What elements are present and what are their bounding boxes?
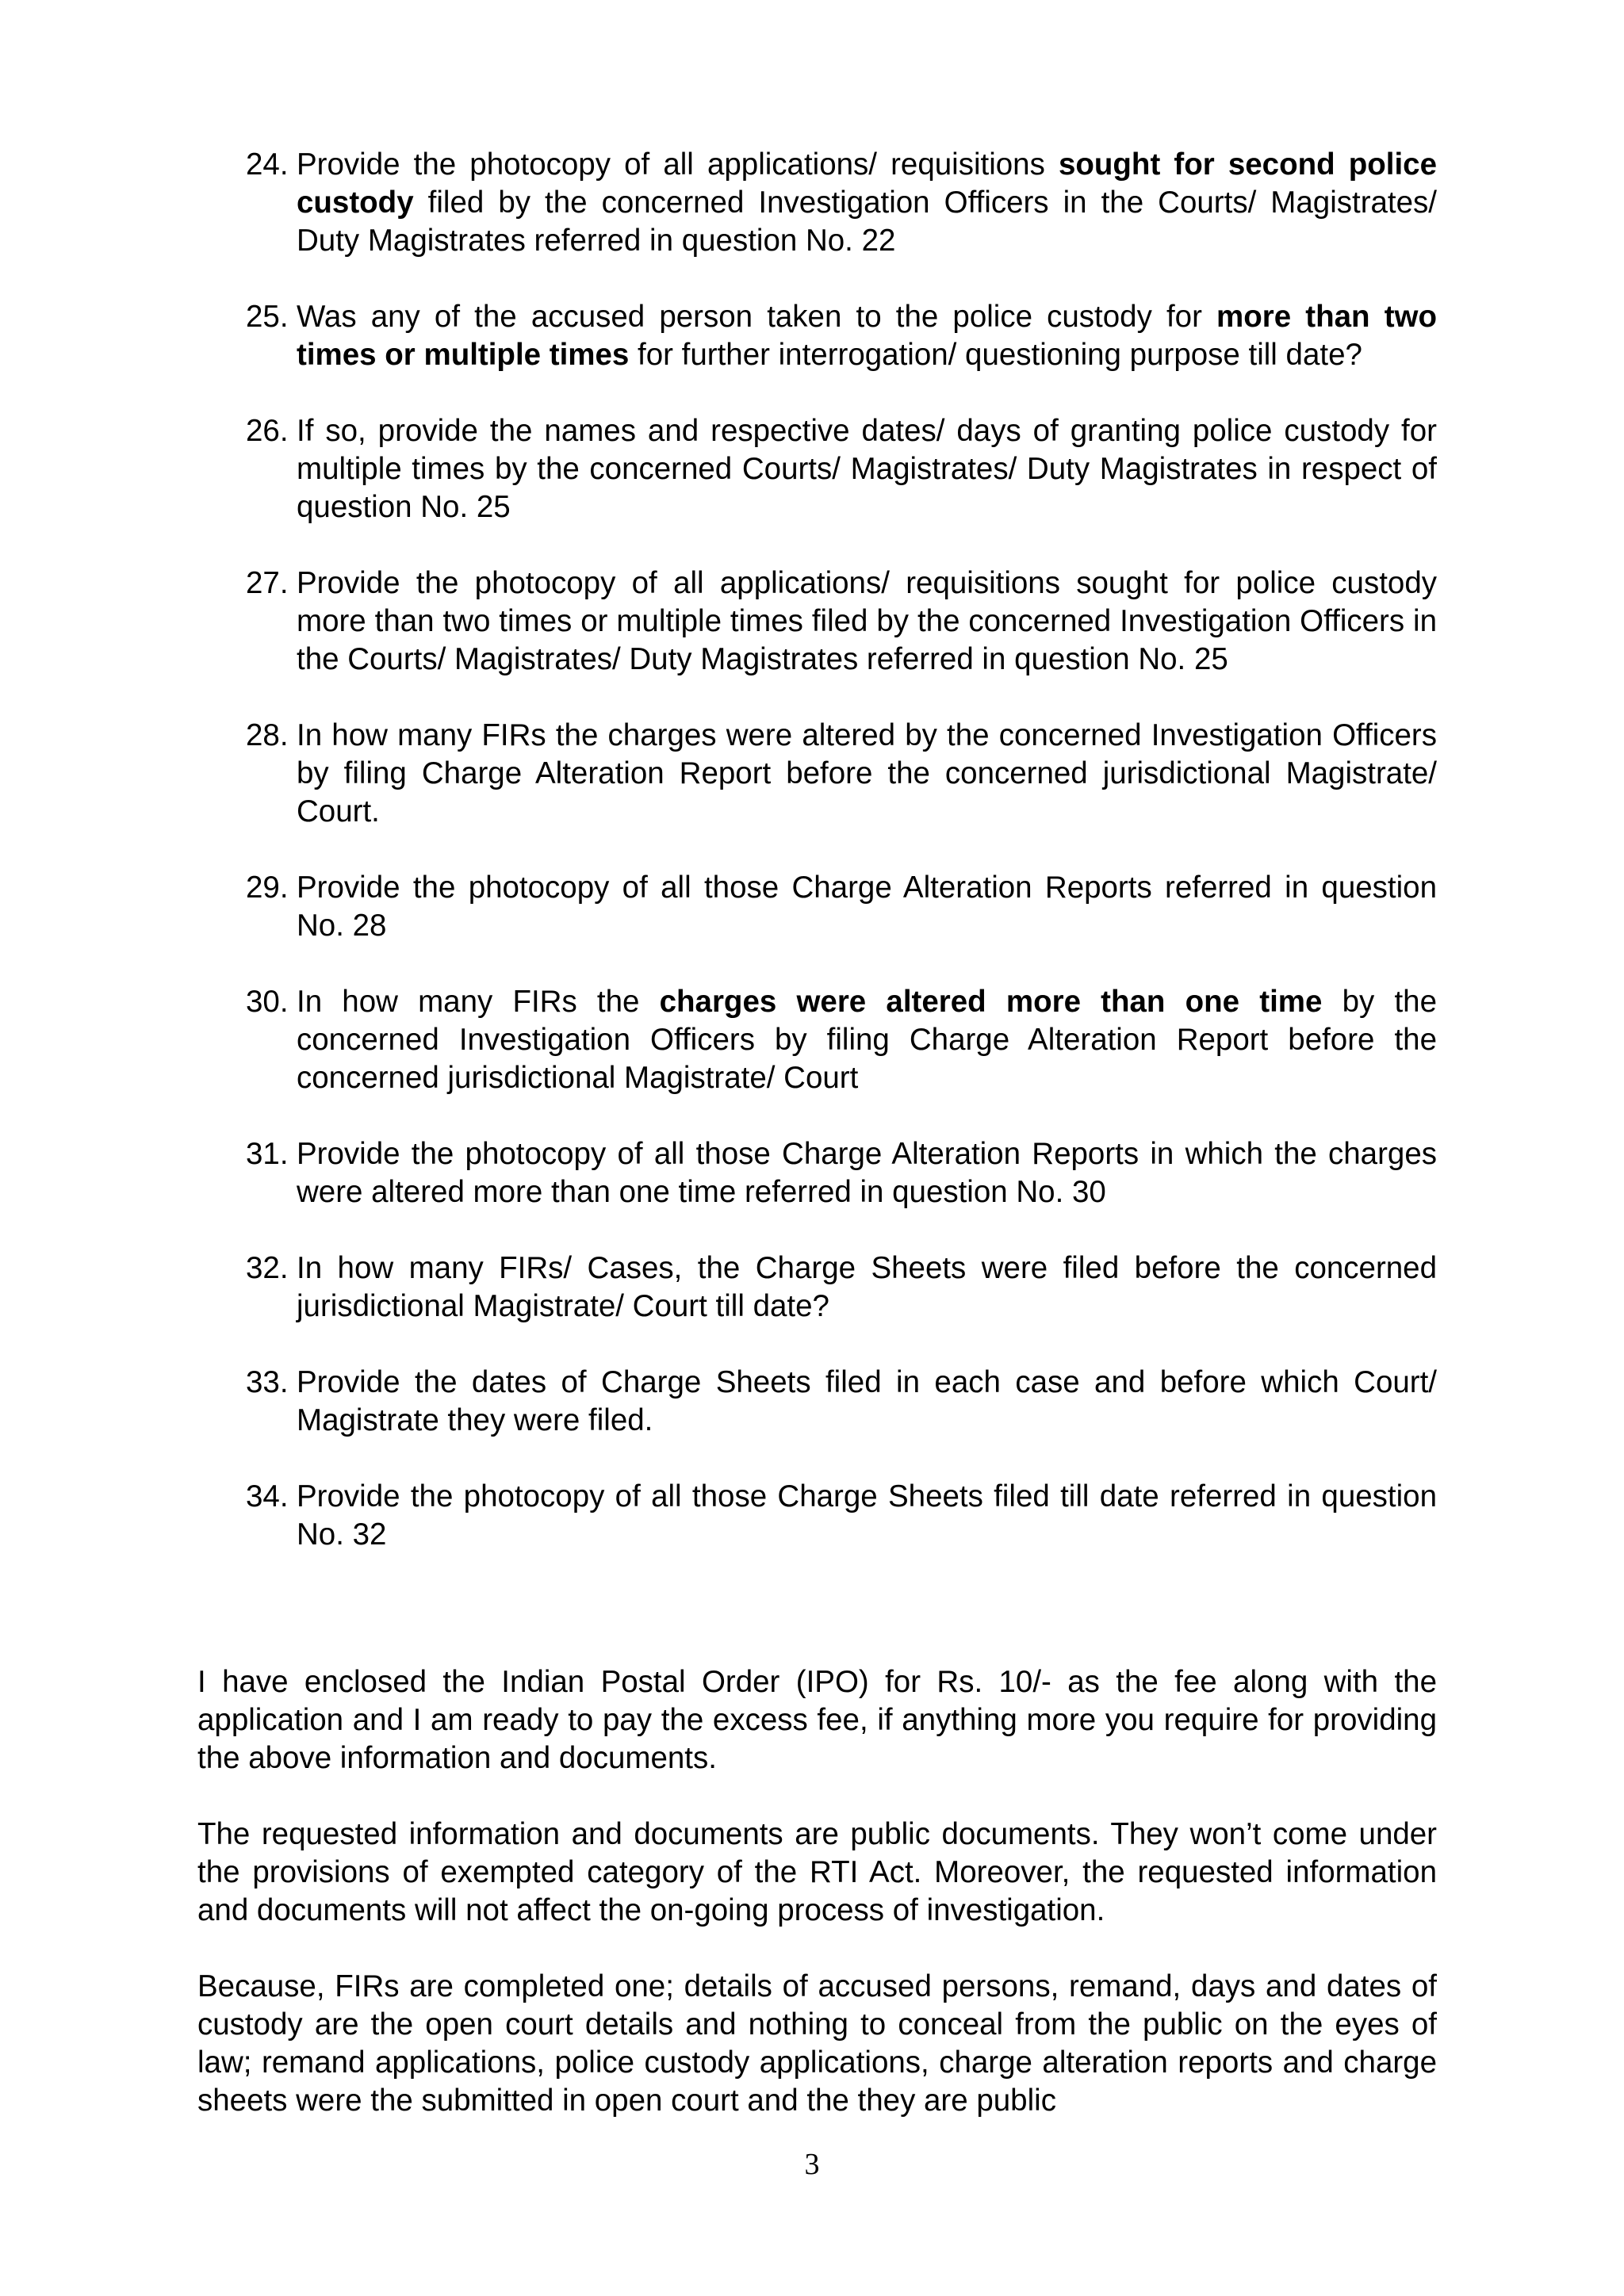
text-segment: by the concerned Investigation Officers by filing Charge Alteration Report before the concerned jurisdictional Magistrate/ Court (297, 985, 1437, 1095)
question-text (297, 147, 1437, 258)
question-item (246, 1249, 1437, 1326)
question-text (297, 414, 1437, 524)
question-number: 26. (246, 414, 289, 448)
question-item (246, 298, 1437, 374)
question-item (246, 564, 1437, 679)
body-paragraph: The requested information and documents are public documents. They won’t come under the provisions of exempted category of the RTI Act. Moreover, the requested information and documents will not affect the on-going process of investigation. (197, 1817, 1437, 1927)
question-item (246, 869, 1437, 945)
question-text (297, 300, 1437, 372)
question-number: 32. (246, 1251, 289, 1285)
emphasized-text: charges were altered more than one time (659, 985, 1323, 1019)
text-segment: In how many FIRs the (297, 985, 660, 1019)
question-number: 24. (246, 147, 289, 182)
question-item (246, 412, 1437, 526)
question-text (297, 718, 1437, 828)
emphasized-text: sought for second police custody (297, 147, 1437, 220)
question-item (246, 1135, 1437, 1211)
text-segment: Was any of the accused person taken to the police custody for (297, 300, 1217, 334)
text-segment: In how many FIRs/ Cases, the Charge Sheets were filed before the concerned jurisdictional Magistrate/ Court till date? (297, 1251, 1437, 1323)
text-segment: Provide the photocopy of all those Charge Sheets filed till date referred in question No. 32 (297, 1479, 1437, 1552)
question-text (297, 1137, 1437, 1209)
question-number: 28. (246, 718, 289, 752)
text-segment: Provide the photocopy of all those Charge Alteration Reports referred in question No. 28 (297, 871, 1437, 943)
body-paragraph: Because, FIRs are completed one; details of accused persons, remand, days and dates of custody are the open court details and nothing to conceal from the public on the eyes of law; remand applications, police custody applications, charge alteration reports and charge sheets were the submitted in open court and the they are public (197, 1969, 1437, 2118)
text-segment: Provide the photocopy of all applications/ requisitions sought for police custody more than two times or multiple times filed by the concerned Investigation Officers in the Courts/ Magistrates/ Duty Magistrates referred in question No. 25 (297, 566, 1437, 676)
body-paragraph: I have enclosed the Indian Postal Order (IPO) for Rs. 10/- as the fee along with the application and I am ready to pay the excess fee, if anything more you require for providing the above information and documents. (197, 1665, 1437, 1775)
question-text (297, 985, 1437, 1095)
text-segment: In how many FIRs the charges were altered by the concerned Investigation Officers by filing Charge Alteration Report before the concerned jurisdictional Magistrate/ Court. (297, 718, 1437, 828)
question-number: 27. (246, 566, 289, 600)
question-text (297, 1251, 1437, 1323)
question-item (246, 1478, 1437, 1554)
question-text (297, 871, 1437, 943)
text-segment: Provide the photocopy of all applications/ requisitions (297, 147, 1059, 182)
question-item (246, 146, 1437, 260)
text-segment: Provide the photocopy of all those Charge Alteration Reports in which the charges were altered more than one time referred in question No. 30 (297, 1137, 1437, 1209)
text-segment: Provide the dates of Charge Sheets filed in each case and before which Court/ Magistrate they were filed. (297, 1365, 1437, 1437)
question-number: 31. (246, 1137, 289, 1171)
text-segment: filed by the concerned Investigation Officers in the Courts/ Magistrates/ Duty Magistrates referred in question No. 22 (297, 186, 1437, 258)
page-number: 3 (804, 2148, 820, 2181)
question-number: 29. (246, 871, 289, 905)
body-paragraphs (197, 1663, 1437, 2158)
question-number: 34. (246, 1479, 289, 1513)
question-item (246, 1364, 1437, 1440)
text-segment: for further interrogation/ questioning purpose till date? (629, 338, 1362, 372)
question-number: 25. (246, 300, 289, 334)
emphasized-text: more than two times or multiple times (297, 300, 1437, 372)
question-number: 30. (246, 985, 289, 1019)
question-text (297, 566, 1437, 676)
question-item (246, 983, 1437, 1097)
question-text (297, 1365, 1437, 1437)
question-item (246, 717, 1437, 831)
question-number: 33. (246, 1365, 289, 1399)
question-text (297, 1479, 1437, 1552)
question-list (246, 146, 1437, 1592)
text-segment: If so, provide the names and respective dates/ days of granting police custody for multiple times by the concerned Courts/ Magistrates/ Duty Magistrates in respect of question No. 25 (297, 414, 1437, 524)
